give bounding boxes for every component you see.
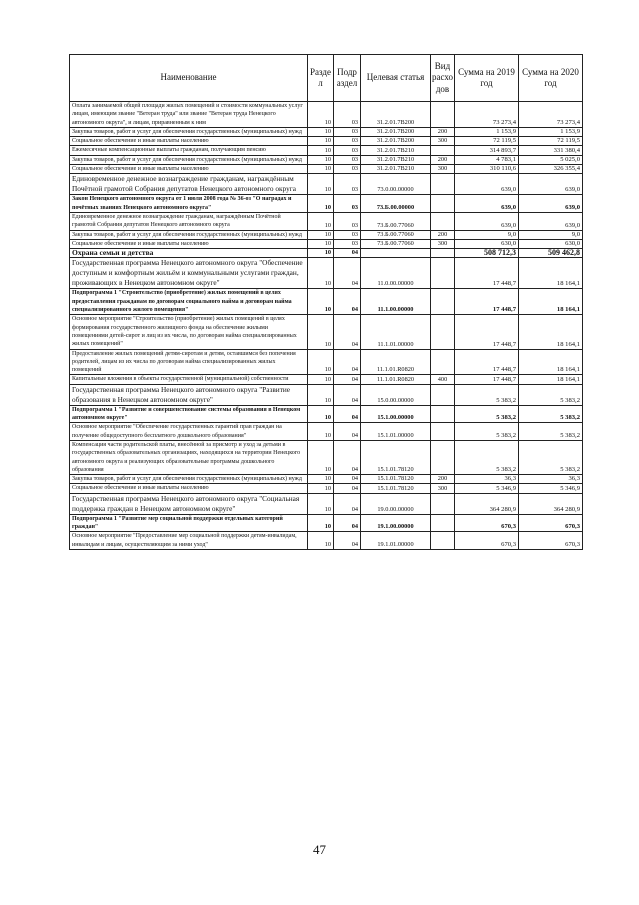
row-sum-2019: 670,3 xyxy=(455,514,519,532)
row-expense-type xyxy=(431,405,455,423)
row-sum-2020: 670,3 xyxy=(519,532,583,550)
row-expense-type xyxy=(431,315,455,349)
row-name: Единовременное денежное вознаграждение гражданам, награждённым Почётной грамотой Собрания депутатов Ненецкого автономного округа xyxy=(70,212,308,230)
row-name: Ежемесячные компенсационные выплаты гражданам, получающим пенсию xyxy=(70,146,308,155)
row-expense-type xyxy=(431,423,455,441)
page-number: 47 xyxy=(313,842,326,857)
row-expense-type: 200 xyxy=(431,127,455,136)
row-expense-type: 300 xyxy=(431,137,455,146)
row-sum-2020: 630,0 xyxy=(519,239,583,248)
row-podrazdel: 04 xyxy=(334,532,361,550)
row-sum-2019: 36,3 xyxy=(455,475,519,484)
row-target-article: 19.0.00.00000 xyxy=(361,493,431,514)
row-sum-2019: 630,0 xyxy=(455,239,519,248)
row-target-article: 15.1.01.78120 xyxy=(361,484,431,493)
row-target-article: 15.1.00.00000 xyxy=(361,405,431,423)
row-sum-2020: 5 025,0 xyxy=(519,155,583,164)
table-row xyxy=(70,155,583,164)
row-name: Основное мероприятие "Предоставление мер социальной поддержки детям-инвалидам, инвалидам и лицам, осуществляющим за ними уход" xyxy=(70,532,308,550)
row-sum-2019: 5 346,9 xyxy=(455,484,519,493)
row-name: Охрана семьи и детства xyxy=(70,249,308,258)
row-name: Социальное обеспечение и иные выплаты населению xyxy=(70,239,308,248)
row-expense-type: 200 xyxy=(431,475,455,484)
row-sum-2020: 73 273,4 xyxy=(519,102,583,128)
row-target-article: 31.2.01.7В200 xyxy=(361,127,431,136)
row-razdel: 10 xyxy=(308,230,334,239)
row-razdel: 10 xyxy=(308,258,334,289)
row-razdel: 10 xyxy=(308,493,334,514)
row-sum-2019: 508 712,3 xyxy=(455,249,519,258)
table-row xyxy=(70,493,583,514)
row-target-article: 19.1.00.00000 xyxy=(361,514,431,532)
row-razdel: 10 xyxy=(308,475,334,484)
row-expense-type xyxy=(431,493,455,514)
table-row xyxy=(70,249,583,258)
row-sum-2019: 5 383,2 xyxy=(455,405,519,423)
table-row xyxy=(70,375,583,384)
row-name: Предоставление жилых помещений детям-сиротам и детям, оставшимся без попечения родителей, лицам из их числа по договорам найма специализированных жилых помещений xyxy=(70,349,308,375)
row-razdel: 10 xyxy=(308,155,334,164)
row-name: Основное мероприятие "Обеспечение государственных гарантий прав граждан на получение общедоступного бесплатного дошкольного образования" xyxy=(70,423,308,441)
row-sum-2019: 639,0 xyxy=(455,212,519,230)
row-razdel: 10 xyxy=(308,375,334,384)
row-expense-type xyxy=(431,212,455,230)
row-razdel: 10 xyxy=(308,212,334,230)
row-sum-2019: 17 448,7 xyxy=(455,315,519,349)
row-sum-2019: 72 119,5 xyxy=(455,137,519,146)
row-sum-2019: 639,0 xyxy=(455,195,519,213)
row-sum-2019: 17 448,7 xyxy=(455,375,519,384)
table-row xyxy=(70,532,583,550)
row-sum-2020: 18 164,1 xyxy=(519,349,583,375)
row-sum-2020: 1 153,9 xyxy=(519,127,583,136)
row-sum-2019: 5 383,2 xyxy=(455,440,519,474)
row-sum-2019: 73 273,4 xyxy=(455,102,519,128)
row-razdel: 10 xyxy=(308,174,334,195)
row-expense-type: 200 xyxy=(431,230,455,239)
row-sum-2020: 5 346,9 xyxy=(519,484,583,493)
row-expense-type xyxy=(431,195,455,213)
table-row xyxy=(70,165,583,174)
row-target-article: 73.Б.00.77060 xyxy=(361,212,431,230)
row-expense-type xyxy=(431,146,455,155)
table-row xyxy=(70,289,583,315)
row-name: Социальное обеспечение и иные выплаты населению xyxy=(70,484,308,493)
table-row xyxy=(70,315,583,349)
row-sum-2020: 5 383,2 xyxy=(519,423,583,441)
row-podrazdel: 03 xyxy=(334,239,361,248)
row-razdel: 10 xyxy=(308,315,334,349)
row-razdel: 10 xyxy=(308,289,334,315)
row-sum-2020: 36,3 xyxy=(519,475,583,484)
row-expense-type xyxy=(431,384,455,405)
table-header-row xyxy=(70,55,583,102)
row-sum-2020: 72 119,5 xyxy=(519,137,583,146)
row-target-article: 73.Б.00.77060 xyxy=(361,230,431,239)
row-target-article: 15.1.01.00000 xyxy=(361,423,431,441)
row-expense-type xyxy=(431,289,455,315)
row-target-article: 11.1.01.R0820 xyxy=(361,349,431,375)
row-sum-2019: 314 893,7 xyxy=(455,146,519,155)
row-name: Капитальные вложения в объекты государственной (муниципальной) собственности xyxy=(70,375,308,384)
row-podrazdel: 03 xyxy=(334,165,361,174)
row-name: Социальное обеспечение и иные выплаты населению xyxy=(70,165,308,174)
header-razdel: Разде л xyxy=(308,55,334,102)
row-podrazdel: 04 xyxy=(334,423,361,441)
row-razdel: 10 xyxy=(308,137,334,146)
row-podrazdel: 04 xyxy=(334,349,361,375)
row-sum-2020: 364 280,9 xyxy=(519,493,583,514)
table-row xyxy=(70,405,583,423)
row-sum-2020: 509 462,8 xyxy=(519,249,583,258)
row-sum-2020: 5 383,2 xyxy=(519,440,583,474)
row-name: Компенсация части родительской платы, внесённой за присмотр и уход за детьми в государственных образовательных организациях, находящихся на территории Ненецкого автономного округа и реализующих образовательные программы дошкольного образования xyxy=(70,440,308,474)
table-row xyxy=(70,230,583,239)
header-target-article: Целевая статья xyxy=(361,55,431,102)
row-podrazdel: 04 xyxy=(334,405,361,423)
row-razdel: 10 xyxy=(308,514,334,532)
row-sum-2020: 5 383,2 xyxy=(519,384,583,405)
header-podrazdel: Подр аздел xyxy=(334,55,361,102)
row-sum-2020: 331 380,4 xyxy=(519,146,583,155)
row-sum-2019: 5 383,2 xyxy=(455,423,519,441)
row-expense-type: 400 xyxy=(431,375,455,384)
row-name: Подпрограмма 1 "Развитие мер социальной поддержки отдельных категорий граждан" xyxy=(70,514,308,532)
row-razdel: 10 xyxy=(308,249,334,258)
row-sum-2020: 18 164,1 xyxy=(519,375,583,384)
row-expense-type xyxy=(431,532,455,550)
row-podrazdel: 04 xyxy=(334,493,361,514)
table-row xyxy=(70,258,583,289)
table-row xyxy=(70,440,583,474)
row-target-article: 11.1.01.R0820 xyxy=(361,375,431,384)
row-expense-type xyxy=(431,102,455,128)
row-target-article: 31.2.01.7В210 xyxy=(361,155,431,164)
table-row xyxy=(70,475,583,484)
row-expense-type: 300 xyxy=(431,165,455,174)
table-row xyxy=(70,212,583,230)
row-razdel: 10 xyxy=(308,127,334,136)
row-sum-2019: 5 383,2 xyxy=(455,384,519,405)
row-expense-type xyxy=(431,440,455,474)
row-sum-2019: 17 448,7 xyxy=(455,289,519,315)
row-podrazdel: 04 xyxy=(334,514,361,532)
row-razdel: 10 xyxy=(308,239,334,248)
row-razdel: 10 xyxy=(308,532,334,550)
row-sum-2019: 639,0 xyxy=(455,174,519,195)
row-target-article: 15.0.00.00000 xyxy=(361,384,431,405)
row-name: Подпрограмма 1 "Строительство (приобретение) жилых помещений в целях предоставления гражданам по договорам социального найма и договорам найма специализированного жилого помещения" xyxy=(70,289,308,315)
row-target-article: 11.0.00.00000 xyxy=(361,258,431,289)
row-sum-2019: 9,0 xyxy=(455,230,519,239)
row-sum-2019: 364 280,9 xyxy=(455,493,519,514)
row-name: Закупка товаров, работ и услуг для обеспечения государственных (муниципальных) нужд xyxy=(70,155,308,164)
row-razdel: 10 xyxy=(308,484,334,493)
row-podrazdel: 03 xyxy=(334,102,361,128)
row-target-article: 31.2.01.7В210 xyxy=(361,165,431,174)
row-name: Социальное обеспечение и иные выплаты населению xyxy=(70,137,308,146)
row-sum-2020: 5 383,2 xyxy=(519,405,583,423)
row-sum-2019: 4 783,1 xyxy=(455,155,519,164)
row-razdel: 10 xyxy=(308,102,334,128)
row-target-article xyxy=(361,249,431,258)
row-expense-type xyxy=(431,174,455,195)
table-row xyxy=(70,514,583,532)
row-razdel: 10 xyxy=(308,405,334,423)
row-target-article: 31.2.01.7В200 xyxy=(361,102,431,128)
header-expense-type: Вид расхо дов xyxy=(431,55,455,102)
row-expense-type: 300 xyxy=(431,239,455,248)
row-target-article: 73.0.00.00000 xyxy=(361,174,431,195)
row-razdel: 10 xyxy=(308,384,334,405)
row-expense-type xyxy=(431,349,455,375)
row-sum-2020: 639,0 xyxy=(519,174,583,195)
row-target-article: 11.1.01.00000 xyxy=(361,315,431,349)
budget-table xyxy=(69,54,583,550)
row-name: Закупка товаров, работ и услуг для обеспечения государственных (муниципальных) нужд xyxy=(70,127,308,136)
table-row xyxy=(70,239,583,248)
row-expense-type xyxy=(431,514,455,532)
row-name: Закон Ненецкого автономного округа от 1 июля 2008 года № 36-оз "О наградах и почётных званиях Ненецкого автономного округа" xyxy=(70,195,308,213)
row-razdel: 10 xyxy=(308,349,334,375)
row-target-article: 31.2.01.7В210 xyxy=(361,146,431,155)
row-sum-2020: 639,0 xyxy=(519,212,583,230)
row-expense-type xyxy=(431,249,455,258)
row-sum-2019: 17 448,7 xyxy=(455,349,519,375)
row-sum-2020: 18 164,1 xyxy=(519,289,583,315)
row-expense-type: 300 xyxy=(431,484,455,493)
row-podrazdel: 04 xyxy=(334,440,361,474)
row-name: Подпрограмма 1 "Развитие и совершенствование системы образования в Ненецком автономном округе" xyxy=(70,405,308,423)
row-podrazdel: 04 xyxy=(334,315,361,349)
row-sum-2019: 310 110,6 xyxy=(455,165,519,174)
row-podrazdel: 03 xyxy=(334,195,361,213)
table-row xyxy=(70,349,583,375)
table-row xyxy=(70,484,583,493)
row-podrazdel: 04 xyxy=(334,289,361,315)
row-razdel: 10 xyxy=(308,165,334,174)
row-razdel: 10 xyxy=(308,440,334,474)
row-name: Государственная программа Ненецкого автономного округа "Развитие образования в Ненецком автономном округе" xyxy=(70,384,308,405)
row-target-article: 11.1.00.00000 xyxy=(361,289,431,315)
row-name: Закупка товаров, работ и услуг для обеспечения государственных (муниципальных) нужд xyxy=(70,475,308,484)
row-podrazdel: 03 xyxy=(334,146,361,155)
row-sum-2020: 639,0 xyxy=(519,195,583,213)
row-target-article: 15.1.01.78120 xyxy=(361,475,431,484)
row-name: Единовременное денежное вознаграждение гражданам, награждённым Почётной грамотой Собрания депутатов Ненецкого автономного округа xyxy=(70,174,308,195)
row-podrazdel: 03 xyxy=(334,230,361,239)
row-sum-2020: 18 164,1 xyxy=(519,315,583,349)
row-podrazdel: 04 xyxy=(334,375,361,384)
row-podrazdel: 04 xyxy=(334,475,361,484)
table-row xyxy=(70,102,583,128)
row-target-article: 19.1.01.00000 xyxy=(361,532,431,550)
row-sum-2020: 670,3 xyxy=(519,514,583,532)
row-podrazdel: 03 xyxy=(334,174,361,195)
row-podrazdel: 03 xyxy=(334,212,361,230)
row-sum-2019: 1 153,9 xyxy=(455,127,519,136)
row-razdel: 10 xyxy=(308,423,334,441)
row-sum-2020: 326 355,4 xyxy=(519,165,583,174)
row-target-article: 73.Б.00.00000 xyxy=(361,195,431,213)
table-row xyxy=(70,127,583,136)
row-sum-2020: 9,0 xyxy=(519,230,583,239)
header-name: Наименование xyxy=(70,55,308,102)
table-row xyxy=(70,137,583,146)
row-expense-type: 200 xyxy=(431,155,455,164)
row-sum-2019: 17 448,7 xyxy=(455,258,519,289)
row-podrazdel: 04 xyxy=(334,484,361,493)
row-razdel: 10 xyxy=(308,146,334,155)
row-sum-2020: 18 164,1 xyxy=(519,258,583,289)
table-row xyxy=(70,174,583,195)
row-podrazdel: 04 xyxy=(334,249,361,258)
row-name: Государственная программа Ненецкого автономного округа "Социальная поддержка граждан в Ненецком автономном округе" xyxy=(70,493,308,514)
row-podrazdel: 03 xyxy=(334,155,361,164)
row-podrazdel: 04 xyxy=(334,384,361,405)
row-name: Закупка товаров, работ и услуг для обеспечения государственных (муниципальных) нужд xyxy=(70,230,308,239)
row-podrazdel: 04 xyxy=(334,258,361,289)
row-name: Основное мероприятие "Строительство (приобретение) жилых помещений в целях формирования государственного жилищного фонда на обеспечение жилыми помещениями детей-сирот и лиц из их числа, по договорам найма специализированных жилых помещений" xyxy=(70,315,308,349)
row-target-article: 73.Б.00.77060 xyxy=(361,239,431,248)
row-name: Государственная программа Ненецкого автономного округа "Обеспечение доступным и комфортным жильём и коммунальными услугами граждан, проживающих в Ненецком автономном округе" xyxy=(70,258,308,289)
row-podrazdel: 03 xyxy=(334,137,361,146)
table-row xyxy=(70,423,583,441)
table-row xyxy=(70,146,583,155)
row-podrazdel: 03 xyxy=(334,127,361,136)
header-sum-2019: Сумма на 2019 год xyxy=(455,55,519,102)
table-body xyxy=(70,102,583,550)
row-target-article: 15.1.01.78120 xyxy=(361,440,431,474)
row-expense-type xyxy=(431,258,455,289)
table-row xyxy=(70,195,583,213)
table-row xyxy=(70,384,583,405)
row-sum-2019: 670,3 xyxy=(455,532,519,550)
row-razdel: 10 xyxy=(308,195,334,213)
row-name: Оплата занимаемой общей площади жилых помещений и стоимости коммунальных услуг лицам, имеющим звание "Ветеран труда" или звание "Ветеран труда Ненецкого автономного округа", и лицам, приравненным к ним xyxy=(70,102,308,128)
header-sum-2020: Сумма на 2020 год xyxy=(519,55,583,102)
row-target-article: 31.2.01.7В200 xyxy=(361,137,431,146)
